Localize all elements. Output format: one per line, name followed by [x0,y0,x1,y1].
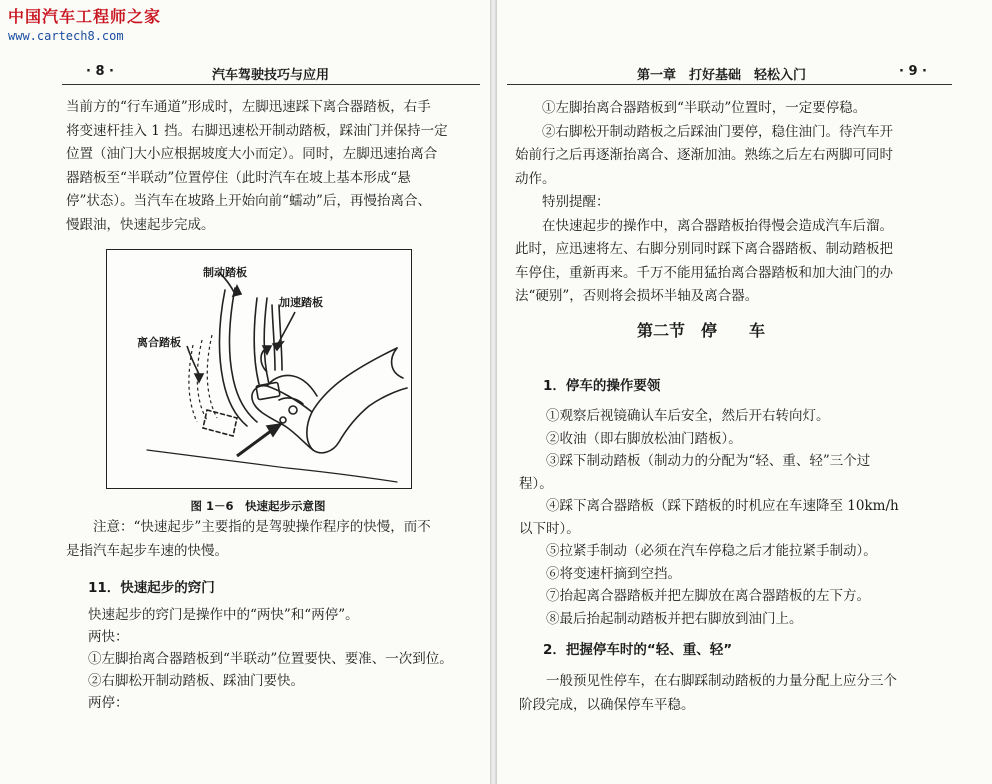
text-line: ①左脚抬离合器踏板到“半联动”位置要快、要准、一次到位。 [88,651,453,667]
right-paragraph-1 [515,97,955,309]
right-paragraph-3 [519,670,937,717]
left-page-number: · 8 · [86,64,114,79]
text-line: ①左脚抬离合器踏板到“半联动”位置时，一定要停稳。 [542,100,867,116]
text-line: 将变速杆挂入 1 挡。右脚迅速松开制动踏板，踩油门并保持一定 [66,122,448,139]
text-line: 是指汽车起步车速的快慢。 [66,542,228,559]
text-line: ⑥将变速杆摘到空挡。 [546,565,681,582]
text-line: ②右脚松开制动踏板、踩油门要快。 [88,673,304,689]
text-line: 法“硬别”，否则将会损坏半轴及离合器。 [515,288,759,304]
right-page [497,0,992,784]
heading-parking-essentials: 1．停车的操作要领 [543,378,661,394]
left-paragraph-1 [66,96,476,237]
text-line: ②右脚松开制动踏板之后踩油门要停，稳住油门。待汽车开 [542,123,893,140]
section-title-parking: 第二节 停 车 [637,321,766,340]
left-page [0,0,491,784]
text-line: ④踩下离合器踏板（踩下踏板的时机应在车速降至 10km/h [546,498,899,514]
heading-quick-start-tips: 11．快速起步的窍门 [88,580,215,596]
text-line: 在快速起步的操作中，离合器踏板抬得慢会造成汽车后溜。 [542,217,893,234]
text-line: 器踏板至“半联动”位置停住（此时汽车在坡上基本形成“悬 [66,169,411,186]
right-page-number: · 9 · [899,64,927,79]
parking-steps [519,405,939,630]
right-running-title: 第一章 打好基础 轻松入门 [637,68,807,83]
label-accelerator-pedal: 加速踏板 [279,296,323,309]
watermark-url: www.cartech8.com [8,29,124,43]
text-line: 注意：“快速起步”主要指的是驾驶操作程序的快慢，而不 [93,519,431,535]
text-line: 一般预见性停车，在右脚踩制动踏板的力量分配上应分三个 [546,673,897,689]
left-paragraph-2 [66,516,476,563]
text-line: 车停住，重新再来。千万不能用猛抬离合器踏板和加大油门的办 [515,264,893,281]
left-paragraph-3 [88,604,478,714]
text-line: 两停： [88,695,129,711]
text-line: 以下时）。 [519,520,580,537]
text-line: ①观察后视镜确认车后安全，然后开右转向灯。 [546,408,830,424]
text-line: 始前行之后再逐渐抬离合、逐渐加油。熟练之后左右两脚可同时 [515,147,893,163]
label-clutch-pedal: 离合踏板 [137,336,181,349]
text-line: 程）。 [519,475,553,492]
text-line: 当前方的“行车通道”形成时，左脚迅速踩下离合器踏板，右手 [66,99,431,115]
text-line: 特别提醒： [542,194,610,210]
text-line: 此时，应迅速将左、右脚分别同时踩下离合器踏板、制动踏板把 [515,241,893,257]
text-line: 动作。 [515,170,556,187]
text-line: 两快： [88,629,129,645]
text-line: ⑤拉紧手制动（必须在汽车停稳之后才能拉紧手制动）。 [546,543,877,559]
site-watermark [8,4,161,43]
text-line: 慢跟油，快速起步完成。 [66,216,215,233]
left-running-title: 汽车驾驶技巧与应用 [212,68,330,83]
pedal-illustration [107,250,411,488]
text-line: ③踩下制动踏板（制动力的分配为“轻、重、轻”三个过 [546,453,871,469]
label-brake-pedal: 制动踏板 [203,266,247,279]
figure-caption: 图 1－6 快速起步示意图 [190,499,326,513]
text-line: ②收油（即右脚放松油门踏板）。 [546,430,742,447]
text-line: 停”状态）。当汽车在坡路上开始向前“蠕动”后，再慢抬离合、 [66,193,431,209]
pedal-figure [106,249,412,489]
text-line: ⑧最后抬起制动踏板并把右脚放到油门上。 [546,610,803,627]
text-line: 阶段完成，以确保停车平稳。 [519,696,695,713]
text-line: ⑦抬起离合器踏板并把左脚放在离合器踏板的左下方。 [546,588,870,604]
heading-light-heavy-light: 2．把握停车时的“轻、重、轻” [543,642,733,658]
left-running-head [62,62,480,85]
watermark-title: 中国汽车工程师之家 [8,7,162,26]
right-running-head [507,62,952,85]
text-line: 快速起步的窍门是操作中的“两快”和“两停”。 [88,607,359,623]
text-line: 位置（油门大小应根据坡度大小而定）。同时，左脚迅速抬离合 [66,146,438,162]
